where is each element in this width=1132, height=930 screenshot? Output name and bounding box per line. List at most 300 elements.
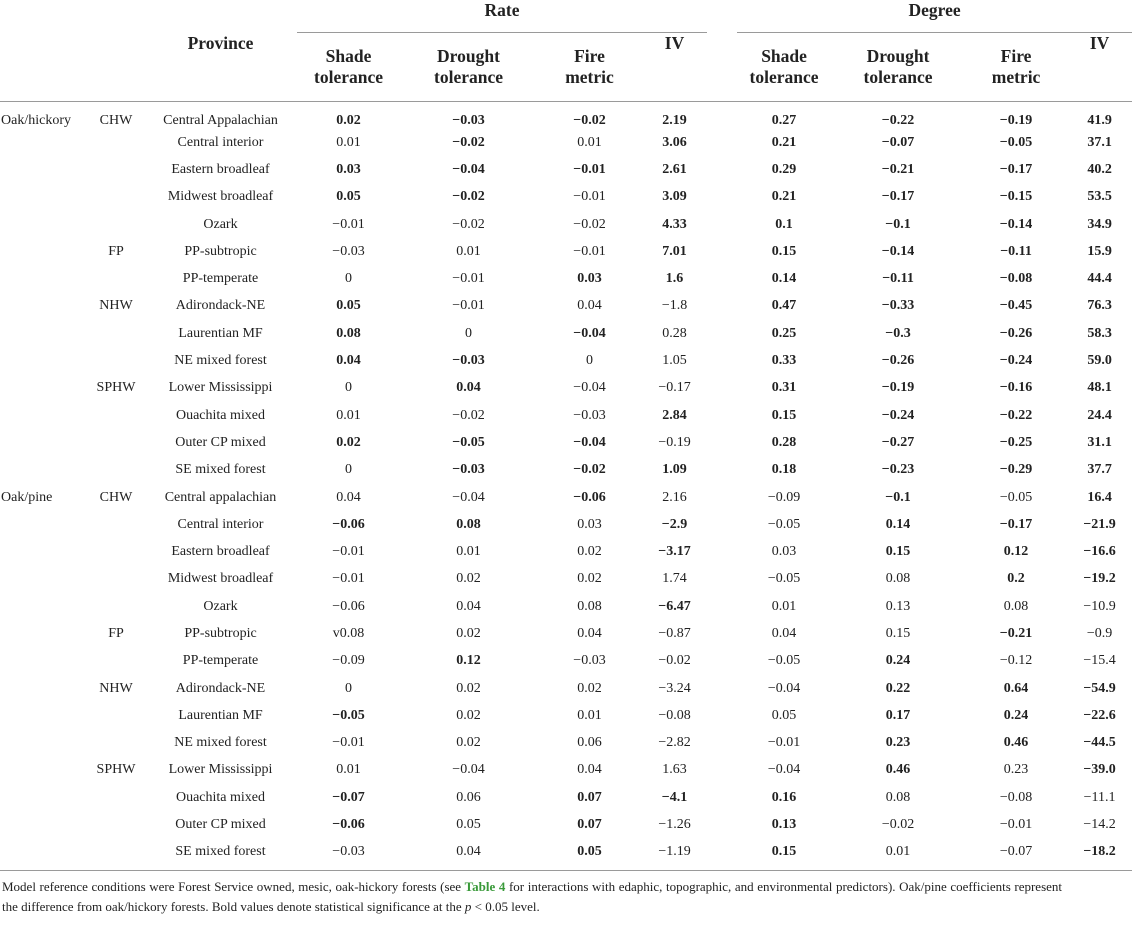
degree-shade-cell: 0.15: [737, 839, 831, 871]
table-row: [0, 648, 1132, 675]
degree-shade-cell: 0.15: [771, 243, 797, 259]
forest-type-cell: [0, 429, 88, 456]
degree-drought-header: Drought tolerance: [831, 33, 965, 102]
degree-shade-cell: −0.04: [767, 680, 801, 696]
degree-drought-cell: 0.24: [885, 653, 911, 669]
table-row: [0, 757, 1132, 784]
rate-iv-cell: 1.09: [662, 462, 687, 478]
degree-iv-cell: −10.9: [1083, 598, 1116, 614]
forest-type-cell: [0, 811, 88, 838]
forest-type-cell: [0, 702, 88, 729]
rate-iv-cell: −1.26: [658, 817, 691, 833]
table4-link[interactable]: Table 4: [464, 879, 506, 895]
region-cell: [88, 566, 144, 593]
degree-shade-cell: 0.13: [771, 817, 797, 833]
rate-iv-cell: −1.19: [642, 839, 707, 871]
degree-fire-cell: −0.12: [999, 653, 1033, 669]
province-header: Province: [144, 33, 297, 102]
rate-drought-cell: −0.04: [452, 762, 485, 778]
degree-drought-cell: −0.14: [881, 243, 915, 259]
rate-fire-cell: 0.07: [577, 789, 602, 805]
forest-type-cell: [0, 620, 88, 647]
rate-fire-cell: 0.03: [577, 516, 602, 532]
province-cell: Ozark: [203, 598, 238, 614]
degree-fire-cell: 0.12: [1003, 544, 1029, 560]
degree-iv-cell: −22.6: [1083, 707, 1116, 723]
rate-fire-cell: −0.04: [573, 434, 606, 450]
degree-iv-cell: −44.5: [1083, 735, 1116, 751]
degree-drought-cell: −0.1: [885, 489, 911, 505]
rate-iv-cell: −0.02: [658, 653, 691, 669]
degree-shade-header: Shade tolerance: [737, 33, 831, 102]
degree-shade-cell: −0.04: [767, 762, 801, 778]
degree-drought-cell: −0.27: [881, 434, 915, 450]
rate-iv-cell: −0.08: [658, 707, 691, 723]
rate-shade-cell: 0.05: [336, 298, 361, 314]
region-cell: [88, 402, 144, 429]
rate-fire-cell: 0.02: [577, 571, 602, 587]
degree-fire-header: Fire metric: [965, 33, 1067, 102]
rate-drought-cell: 0.02: [456, 735, 481, 751]
rate-iv-cell: −1.8: [661, 298, 688, 314]
table-row: [0, 702, 1132, 729]
degree-shade-cell: 0.05: [771, 707, 797, 723]
degree-iv-cell: −16.6: [1083, 544, 1116, 560]
degree-shade-cell: 0.01: [771, 598, 797, 614]
rate-shade-cell: −0.01: [332, 735, 365, 751]
forest-type-cell: [0, 238, 88, 265]
degree-iv-cell: 24.4: [1087, 407, 1112, 423]
province-cell: Laurentian MF: [178, 325, 263, 341]
forest-type-cell: [0, 265, 88, 292]
rate-fire-cell: −0.02: [573, 113, 606, 128]
region-cell: NHW: [99, 298, 133, 314]
degree-shade-cell: −0.01: [767, 735, 801, 751]
rate-fire-cell: −0.01: [573, 161, 606, 177]
region-cell: [88, 347, 144, 374]
degree-shade-cell: 0.47: [771, 298, 797, 314]
rate-iv-cell: 2.19: [662, 113, 687, 128]
province-cell: SE mixed forest: [175, 462, 266, 478]
region-cell: [88, 593, 144, 620]
degree-drought-cell: 0.13: [885, 598, 911, 614]
table-row: [0, 839, 1132, 871]
degree-fire-cell: −0.17: [999, 161, 1033, 177]
rate-fire-cell: 0.03: [577, 271, 602, 287]
degree-fire-cell: −0.08: [999, 789, 1033, 805]
forest-type-cell: Oak/hickory: [1, 113, 71, 128]
table-row: [0, 129, 1132, 156]
degree-shade-cell: −0.05: [767, 653, 801, 669]
rate-shade-cell: 0.01: [336, 762, 361, 778]
rate-iv-cell: 3.06: [662, 134, 687, 150]
rate-shade-cell: 0: [345, 462, 352, 478]
degree-iv-cell: 41.9: [1087, 113, 1112, 128]
province-cell: Adirondack-NE: [175, 680, 266, 696]
degree-iv-cell: 31.1: [1087, 434, 1112, 450]
degree-drought-cell: −0.07: [881, 134, 915, 150]
province-cell: Midwest broadleaf: [167, 189, 274, 205]
rate-drought-cell: 0.01: [456, 544, 481, 560]
degree-drought-cell: −0.3: [885, 325, 911, 341]
degree-iv-cell: 37.7: [1087, 462, 1112, 478]
degree-shade-cell: 0.29: [771, 161, 797, 177]
degree-iv-cell: −15.4: [1083, 653, 1116, 669]
degree-iv-cell: −0.9: [1086, 625, 1113, 641]
rate-fire-cell: −0.03: [573, 407, 606, 423]
degree-iv-cell: 44.4: [1087, 271, 1112, 287]
degree-drought-cell: −0.17: [881, 189, 915, 205]
table-row: [0, 784, 1132, 811]
forest-type-cell: [0, 730, 88, 757]
rate-iv-cell: 1.63: [662, 762, 687, 778]
rate-fire-cell: −0.01: [573, 189, 606, 205]
degree-drought-cell: −0.1: [885, 216, 911, 232]
degree-shade-cell: 0.18: [771, 462, 797, 478]
rate-fire-cell: 0.02: [577, 544, 602, 560]
province-cell: Laurentian MF: [178, 707, 263, 723]
degree-iv-cell: −14.2: [1083, 817, 1116, 833]
degree-shade-cell: 0.21: [771, 134, 797, 150]
rate-fire-header: Fire metric: [537, 33, 642, 102]
rate-shade-cell: −0.06: [332, 817, 365, 833]
rate-shade-cell: −0.01: [332, 216, 365, 232]
degree-iv-cell: 37.1: [1087, 134, 1112, 150]
province-cell: Eastern broadleaf: [171, 544, 270, 560]
degree-iv-cell: −54.9: [1083, 680, 1116, 696]
table-row: [0, 457, 1132, 484]
table-row: [0, 238, 1132, 265]
degree-drought-cell: −0.23: [881, 462, 915, 478]
degree-drought-cell: 0.22: [885, 680, 911, 696]
degree-iv-cell: 34.9: [1087, 216, 1112, 232]
rate-drought-cell: 0.05: [456, 817, 481, 833]
degree-shade-cell: 0.31: [771, 380, 797, 396]
region-cell: [88, 156, 144, 183]
table-row: [0, 811, 1132, 838]
rate-drought-cell: 0.06: [456, 789, 481, 805]
rate-shade-header: Shade tolerance: [297, 33, 400, 102]
rate-iv-cell: 1.6: [665, 271, 684, 287]
degree-iv-cell: 76.3: [1087, 298, 1112, 314]
table-row: [0, 293, 1132, 320]
rate-iv-cell: 2.84: [662, 407, 687, 423]
rate-drought-cell: −0.05: [452, 434, 485, 450]
table-row: [0, 538, 1132, 565]
degree-shade-cell: 0.03: [771, 544, 797, 560]
degree-shade-cell: −0.09: [767, 489, 801, 505]
rate-fire-cell: −0.04: [573, 325, 606, 341]
province-cell: Outer CP mixed: [175, 434, 266, 450]
table-row: [0, 347, 1132, 374]
province-cell: Central interior: [177, 516, 264, 532]
degree-drought-cell: 0.15: [885, 544, 911, 560]
forest-type-cell: [0, 648, 88, 675]
forest-type-cell: [0, 402, 88, 429]
region-cell: NHW: [99, 680, 133, 696]
forest-type-cell: [0, 156, 88, 183]
rate-drought-cell: −0.02: [452, 216, 485, 232]
degree-drought-cell: −0.22: [881, 113, 915, 128]
region-cell: [88, 730, 144, 757]
rate-iv-cell: −3.17: [658, 544, 691, 560]
rate-drought-cell: 0.08: [456, 516, 481, 532]
province-cell: SE mixed forest: [144, 839, 297, 871]
region-cell: [88, 648, 144, 675]
degree-group-header: Degree: [737, 0, 1132, 33]
province-cell: Lower Mississippi: [168, 380, 273, 396]
rate-drought-cell: 0.02: [456, 571, 481, 587]
rate-shade-cell: 0.08: [336, 325, 361, 341]
rate-iv-header: IV: [642, 33, 707, 102]
rate-drought-cell: 0.02: [456, 680, 481, 696]
rate-shade-cell: 0.02: [336, 113, 361, 128]
degree-drought-cell: 0.15: [885, 625, 911, 641]
degree-fire-cell: −0.19: [999, 113, 1033, 128]
degree-drought-cell: −0.33: [881, 298, 915, 314]
degree-fire-cell: −0.08: [999, 271, 1033, 287]
rate-shade-cell: v0.08: [332, 625, 365, 641]
province-cell: NE mixed forest: [174, 353, 267, 369]
rate-fire-cell: 0.04: [577, 625, 602, 641]
degree-drought-cell: 0.01: [831, 839, 965, 871]
rate-shade-cell: −0.06: [332, 598, 365, 614]
degree-iv-cell: 40.2: [1087, 161, 1112, 177]
rate-fire-cell: 0.01: [577, 134, 602, 150]
rate-shade-cell: 0.01: [336, 134, 361, 150]
table-row: [0, 102, 1132, 130]
rate-fire-cell: 0.07: [577, 817, 602, 833]
rate-shade-cell: −0.05: [332, 707, 365, 723]
region-cell: [88, 511, 144, 538]
degree-drought-cell: −0.26: [881, 353, 915, 369]
rate-shade-cell: −0.03: [332, 243, 365, 259]
rate-drought-cell: −0.04: [452, 489, 485, 505]
degree-shade-cell: −0.05: [767, 516, 801, 532]
rate-iv-cell: −3.24: [658, 680, 691, 696]
region-cell: [88, 811, 144, 838]
rate-shade-cell: 0.02: [336, 434, 361, 450]
rate-fire-cell: 0.02: [577, 680, 602, 696]
rate-shade-cell: −0.03: [297, 839, 400, 871]
region-cell: [88, 184, 144, 211]
rate-drought-cell: −0.03: [452, 462, 485, 478]
degree-fire-cell: −0.15: [999, 189, 1033, 205]
degree-drought-cell: −0.21: [881, 161, 915, 177]
degree-drought-cell: 0.08: [885, 571, 911, 587]
degree-iv-cell: −11.1: [1083, 789, 1116, 805]
degree-fire-cell: −0.14: [999, 216, 1033, 232]
degree-iv-cell: −21.9: [1083, 516, 1116, 532]
rate-shade-cell: 0: [345, 380, 352, 396]
rate-iv-cell: −4.1: [661, 789, 688, 805]
rate-shade-cell: 0.04: [336, 489, 361, 505]
rate-shade-cell: −0.01: [332, 544, 365, 560]
rate-iv-cell: −2.82: [658, 735, 691, 751]
degree-drought-cell: −0.24: [881, 407, 915, 423]
degree-fire-cell: −0.45: [999, 298, 1033, 314]
province-cell: Midwest broadleaf: [167, 571, 274, 587]
rate-fire-cell: −0.06: [573, 489, 606, 505]
degree-iv-cell: −18.2: [1067, 839, 1132, 871]
degree-shade-cell: 0.14: [771, 271, 797, 287]
province-cell: Central interior: [177, 134, 264, 150]
rate-iv-cell: 3.09: [662, 189, 687, 205]
table-row: [0, 730, 1132, 757]
region-cell: [88, 129, 144, 156]
region-cell: [88, 265, 144, 292]
province-cell: PP-subtropic: [184, 243, 257, 259]
rate-drought-cell: −0.03: [452, 113, 485, 128]
region-cell: CHW: [99, 113, 133, 128]
rate-fire-cell: 0.06: [577, 735, 602, 751]
rate-shade-cell: −0.07: [332, 789, 365, 805]
degree-drought-cell: 0.23: [885, 735, 911, 751]
rate-fire-cell: 0.08: [577, 598, 602, 614]
degree-fire-cell: 0.08: [1003, 598, 1029, 614]
rate-drought-cell: 0.04: [400, 839, 537, 871]
rate-fire-cell: 0.04: [577, 298, 602, 314]
rate-fire-cell: 0.04: [577, 762, 602, 778]
rate-drought-header: Drought tolerance: [400, 33, 537, 102]
province-cell: Lower Mississippi: [168, 762, 273, 778]
table-row: [0, 211, 1132, 238]
degree-fire-cell: −0.25: [999, 434, 1033, 450]
degree-iv-cell: −19.2: [1083, 571, 1116, 587]
rate-drought-cell: 0.02: [456, 625, 481, 641]
degree-fire-cell: −0.01: [999, 817, 1033, 833]
degree-iv-cell: 59.0: [1087, 353, 1112, 369]
degree-fire-cell: −0.05: [999, 134, 1033, 150]
rate-fire-cell: 0.01: [577, 707, 602, 723]
table-row: [0, 265, 1132, 292]
degree-fire-cell: −0.24: [999, 353, 1033, 369]
rate-shade-cell: 0.01: [336, 407, 361, 423]
degree-drought-cell: −0.19: [881, 380, 915, 396]
degree-iv-cell: 53.5: [1087, 189, 1112, 205]
degree-fire-cell: −0.07: [965, 839, 1067, 871]
rate-fire-cell: −0.02: [573, 216, 606, 232]
table-row: [0, 511, 1132, 538]
rate-drought-cell: 0.04: [456, 598, 481, 614]
rate-drought-cell: 0.12: [456, 653, 481, 669]
rate-drought-cell: −0.01: [452, 298, 485, 314]
degree-fire-cell: 0.46: [1003, 735, 1029, 751]
forest-type-cell: Oak/pine: [1, 489, 53, 505]
forest-type-cell: [0, 566, 88, 593]
forest-type-cell: [0, 211, 88, 238]
forest-type-cell: [0, 293, 88, 320]
rate-drought-cell: −0.02: [452, 189, 485, 205]
degree-fire-cell: −0.17: [999, 516, 1033, 532]
rate-fire-cell: −0.03: [573, 653, 606, 669]
rate-fire-cell: −0.01: [573, 243, 606, 259]
rate-iv-cell: −0.19: [658, 434, 691, 450]
forest-type-cell: [0, 839, 88, 871]
degree-drought-cell: 0.46: [885, 762, 911, 778]
table-row: [0, 184, 1132, 211]
degree-fire-cell: 0.2: [1007, 571, 1025, 587]
table-body: [0, 102, 1132, 871]
degree-fire-cell: −0.05: [999, 489, 1033, 505]
degree-drought-cell: 0.17: [885, 707, 911, 723]
region-cell: [88, 211, 144, 238]
rate-iv-cell: 1.05: [662, 353, 687, 369]
province-cell: Ouachita mixed: [175, 789, 266, 805]
degree-fire-cell: −0.22: [999, 407, 1033, 423]
rate-drought-cell: −0.04: [452, 161, 485, 177]
rate-shade-cell: 0: [345, 271, 352, 287]
province-cell: Outer CP mixed: [175, 817, 266, 833]
degree-shade-cell: 0.21: [771, 189, 797, 205]
province-cell: PP-subtropic: [184, 625, 257, 641]
degree-fire-cell: 0.23: [1003, 762, 1029, 778]
forest-type-cell: [0, 320, 88, 347]
forest-type-cell: [0, 184, 88, 211]
degree-fire-cell: −0.16: [999, 380, 1033, 396]
rate-group-header: Rate: [297, 0, 707, 33]
rate-shade-cell: −0.06: [332, 516, 365, 532]
rate-shade-cell: −0.09: [332, 653, 365, 669]
rate-drought-cell: 0.02: [456, 707, 481, 723]
table-row: [0, 156, 1132, 183]
degree-shade-cell: 0.27: [771, 113, 797, 128]
degree-shade-cell: 0.04: [771, 625, 797, 641]
table-footnote: Model reference conditions were Forest Service owned, mesic, oak-hickory forests (see Table 4 for interactions with edaphic, topographic, and environmental predictors). Oak/pine coefficients represent the difference from oak/hickory forests. Bold values denote statistical significance at the p < 0.05 level.: [2, 879, 1063, 915]
region-cell: [88, 320, 144, 347]
rate-iv-cell: −0.17: [658, 380, 691, 396]
rate-shade-cell: 0: [345, 680, 352, 696]
rate-iv-cell: 2.16: [662, 489, 687, 505]
rate-fire-cell: 0: [586, 353, 593, 369]
degree-fire-cell: −0.26: [999, 325, 1033, 341]
degree-shade-cell: 0.25: [771, 325, 797, 341]
province-cell: PP-temperate: [182, 271, 259, 287]
rate-iv-cell: 7.01: [662, 243, 687, 259]
degree-fire-cell: 0.64: [1003, 680, 1029, 696]
degree-drought-cell: 0.14: [885, 516, 911, 532]
forest-type-cell: [0, 675, 88, 702]
province-cell: Ozark: [203, 216, 238, 232]
forest-type-cell: [0, 593, 88, 620]
region-cell: [88, 457, 144, 484]
province-cell: Eastern broadleaf: [171, 161, 270, 177]
region-cell: [88, 538, 144, 565]
rate-drought-cell: 0: [465, 325, 472, 341]
rate-drought-cell: 0.04: [456, 380, 481, 396]
forest-type-cell: [0, 375, 88, 402]
table-row: [0, 402, 1132, 429]
forest-type-cell: [0, 511, 88, 538]
degree-fire-cell: −0.21: [999, 625, 1033, 641]
degree-iv-cell: −39.0: [1083, 762, 1116, 778]
degree-iv-cell: 15.9: [1087, 243, 1112, 259]
rate-drought-cell: −0.03: [452, 353, 485, 369]
degree-iv-cell: 48.1: [1087, 380, 1112, 396]
province-cell: PP-temperate: [182, 653, 259, 669]
degree-drought-cell: −0.11: [882, 271, 914, 287]
rate-drought-cell: −0.02: [452, 134, 485, 150]
rate-iv-cell: 4.33: [662, 216, 687, 232]
rate-drought-cell: −0.02: [452, 407, 485, 423]
forest-type-cell: [0, 347, 88, 374]
rate-shade-cell: 0.04: [336, 353, 361, 369]
table-row: [0, 375, 1132, 402]
rate-drought-cell: −0.01: [452, 271, 485, 287]
region-cell: [88, 784, 144, 811]
table-row: [0, 320, 1132, 347]
degree-shade-cell: 0.16: [771, 789, 797, 805]
